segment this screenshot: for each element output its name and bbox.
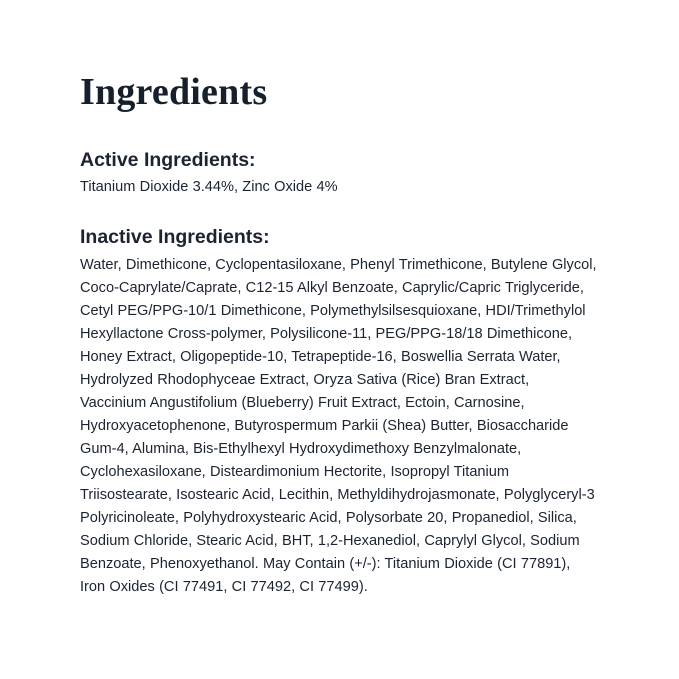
inactive-ingredients-text: Water, Dimethicone, Cyclopentasiloxane, Phenyl Trimethicone, Butylene Glycol, Coco-Caprylate/Caprate, C12-15 Alkyl Benzoate, Caprylic/Capric Triglyceride, Cetyl PEG/PPG-10/1 Dimethicone, Polymethylsilsesquioxane, HDI/Trimethylol Hexyllactone Cross-polymer, Polysilicone-11, PEG/PPG-18/18 Dimethicone, Honey Extract, Oligopeptide-10, Tetrapeptide-16, Boswellia Serrata Water, Hydrolyzed Rhodophyceae Extract, Oryza Sativa (Rice) Bran Extract, Vaccinium Angustifolium (Blueberry) Fruit Extract, Ectoin, Carnosine, Hydroxyacetophenone, Butyrospermum Parkii (Shea) Butter, Biosaccharide Gum-4, Alumina, Bis-Ethylhexyl Hydroxydimethoxy Benzylmalonate, Cyclohexasiloxane, Disteardimonium Hectorite, Isopropyl Titanium Triisostearate, Isostearic Acid, Lecithin, Methyldihydrojasmonate, Polyglyceryl-3 Polyricinoleate, Polyhydroxystearic Acid, Polysorbate 20, Propanediol, Silica, Sodium Chloride, Stearic Acid, BHT, 1,2-Hexanediol, Caprylyl Glycol, Sodium Benzoate, Phenoxyethanol. May Contain (+/-): Titanium Dioxide (CI 77891), Iron Oxides (CI 77491, CI 77492, CI 77499). [80, 256, 597, 596]
inactive-ingredients-heading: Inactive Ingredients: [80, 226, 270, 249]
inactive-ingredients-section [80, 225, 599, 599]
active-ingredients-text: Titanium Dioxide 3.44%, Zinc Oxide 4% [80, 179, 338, 196]
active-ingredients-section [80, 148, 599, 199]
active-ingredients-heading: Active Ingredients: [80, 148, 256, 171]
page-title: Ingredients [80, 71, 268, 113]
